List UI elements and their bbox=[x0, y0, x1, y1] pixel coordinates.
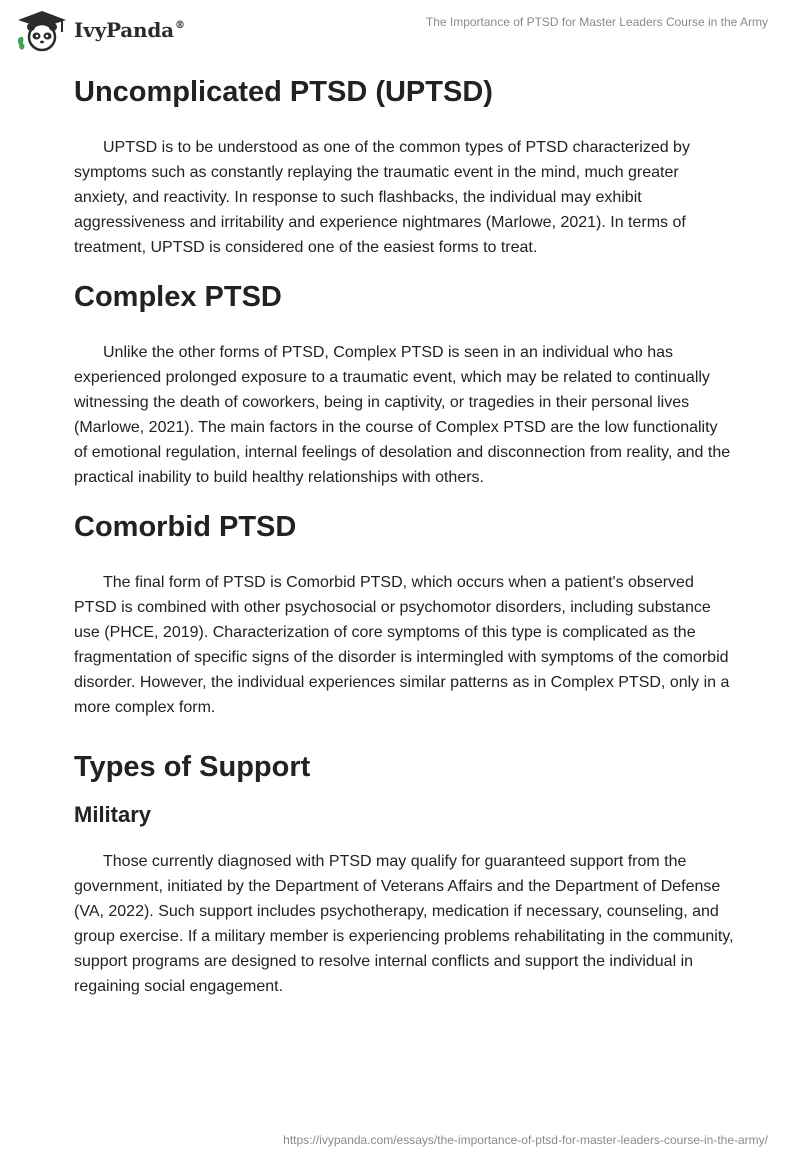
section-heading-comorbid-ptsd: Comorbid PTSD bbox=[74, 511, 297, 543]
paragraph-uncomplicated-ptsd: UPTSD is to be understood as one of the common types of PTSD characterized by symptoms such as constantly replaying the traumatic event in the mind, much greater anxiety, and reactivity. In response to such flashbacks, the individual may exhibit aggressiveness and irritability and experience nightmares (Marlowe, 2021). In terms of treatment, UPTSD is considered one of the easiest forms to treat. bbox=[74, 139, 690, 256]
paragraph-military-support: Those currently diagnosed with PTSD may qualify for guaranteed support from the government, initiated by the Department of Veterans Affairs and the Department of Defense (VA, 2022). Such support includes psychotherapy, medication if necessary, counseling, and group exercise. If a military member is experiencing problems rehabilitating in the community, support programs are designed to resolve internal conflicts and support the individual in regaining social engagement. bbox=[74, 853, 734, 995]
brand-name: IvyPanda® bbox=[74, 18, 185, 42]
page-header bbox=[0, 0, 800, 60]
section-heading-complex-ptsd: Complex PTSD bbox=[74, 281, 282, 313]
paragraph-comorbid-ptsd: The final form of PTSD is Comorbid PTSD, which occurs when a patient's observed PTSD is combined with other psychosocial or psychomotor disorders, including substance use (PHCE, 2019). Characterization of core symptoms of this type is complicated as the fragmentation of specific signs of the disorder is intermingled with symptoms of the comorbid disorder. However, the individual experiences similar patterns as in Complex PTSD, only in a more complex form. bbox=[74, 574, 730, 716]
section-heading-uncomplicated-ptsd: Uncomplicated PTSD (UPTSD) bbox=[74, 76, 493, 108]
panda-graduation-cap-icon bbox=[14, 8, 70, 52]
paragraph-complex-ptsd: Unlike the other forms of PTSD, Complex PTSD is seen in an individual who has experienced prolonged exposure to a traumatic event, which may be related to continually witnessing the death of coworkers, being in captivity, or tragedies in their personal lives (Marlowe, 2021). The main factors in the course of Complex PTSD are the low functionality of emotional regulation, internal feelings of desolation and disconnection from reality, and the practical inability to build healthy relationships with others. bbox=[74, 344, 731, 486]
ivypanda-logo[interactable] bbox=[14, 8, 185, 52]
document-title: The Importance of PTSD for Master Leaders Course in the Army bbox=[425, 15, 768, 29]
section-heading-types-of-support: Types of Support bbox=[74, 751, 311, 783]
essay-content bbox=[74, 72, 734, 999]
source-url[interactable]: https://ivypanda.com/essays/the-importance-of-ptsd-for-master-leaders-course-in-the-army/ bbox=[283, 1133, 768, 1147]
subsection-heading-military: Military bbox=[74, 802, 152, 827]
registered-mark: ® bbox=[174, 20, 185, 31]
